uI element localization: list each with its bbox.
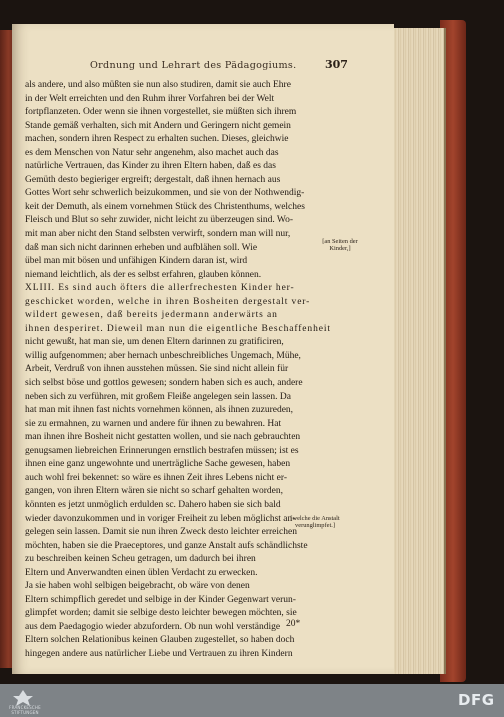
dfg-logo: DFG xyxy=(458,691,495,709)
text-line: man ihnen ihre Bosheit nicht gestatten wollen, und sie nach gebrauchten xyxy=(25,432,301,443)
text-line: Fleisch und Blut so sehr zuwider, nicht leicht zu überzeugen sind. Wo- xyxy=(25,215,294,226)
text-line: Arbeit, Verdruß von ihnen ausstehen müssen. Sie sind nicht allein für xyxy=(25,364,289,375)
running-head: Ordnung und Lehrart des Pädagogiums. xyxy=(90,60,297,71)
text-line: wildert gewesen, daß bereits jedermann anderwärts an xyxy=(25,310,278,321)
text-line: möchten, haben sie die Praeceptores, und ganze Anstalt aufs schändlichste xyxy=(25,540,308,551)
text-line: Eltern schimpflich geredet und selbige in der Kinder Gegenwart verun- xyxy=(25,594,296,605)
text-line: wieder davonzukommen und in voriger Freiheit zu leben möglichst an- xyxy=(25,513,296,524)
text-line: nicht gewußt, hat man sie, um denen Eltern darinnen zu gratificiren, xyxy=(25,337,284,348)
text-line: hat man mit ihnen fast nichts vornehmen können, als ihnen zuzureden, xyxy=(25,405,294,416)
text-line: auch wohl frei bekennet: so wäre es ihnen Zeit ihres Lebens nicht er- xyxy=(25,472,288,483)
text-line: hingegen andere aus natürlicher Liebe und Vertrauen zu ihren Kindern xyxy=(25,648,293,659)
text-line: glimpfet worden; damit sie selbige desto leichter bewegen möchten, sie xyxy=(25,608,297,619)
text-line: machen, sondern ihren Respect zu erhalten suchen. Dieses, gleichwie xyxy=(25,134,289,145)
text-line: Eltern und Anverwandten einen üblen Verdacht zu erwecken. xyxy=(25,567,258,578)
page-number: 307 xyxy=(325,58,348,71)
text-line: sich selbst böse und gottlos gewesen; sondern haben sich es auch, andere xyxy=(25,378,303,389)
text-line: fortpflanzeten. Oder wenn sie ihnen vorgestellet, sie müßten sich ihrem xyxy=(25,107,297,118)
text-line: natürliche Vertrauen, das Kinder zu ihren Eltern haben, daß es das xyxy=(25,161,276,172)
page-edges xyxy=(394,28,446,674)
text-line: Gottes Wort sehr schwerlich beizukommen, und sie von der Nothwendig- xyxy=(25,188,305,199)
text-line: ihnen eine ganz ungewohnte und unerträgliche Sache gewesen, haben xyxy=(25,459,291,470)
text-line: XLIII. Es sind auch öfters die allerfrechesten Kinder her- xyxy=(25,283,295,294)
signature-mark: 20* xyxy=(286,619,301,629)
text-line: Ja sie haben wohl selbigen beigebracht, ob wäre von denen xyxy=(25,581,250,592)
text-line: daß man sich nicht darinnen erheben und aufblähen soll. Wie xyxy=(25,242,258,253)
text-line: keit der Demuth, als einem vornehmen Stück des Christenthums, welches xyxy=(25,201,305,212)
text-line: es dem Menschen von Natur sehr angenehm, also machet auch das xyxy=(25,147,279,158)
text-line: in der Welt erreichten und den Ruhm ihrer Vorfahren bei der Welt xyxy=(25,93,275,104)
text-line: mit man aber nicht den Stand selbsten verwirft, sondern man will nur, xyxy=(25,229,291,240)
margin-note: [an Seiten der Kinder,] xyxy=(322,238,358,253)
text-line: zu beschreiben keinen Scheu getragen, um dadurch bei ihren xyxy=(25,554,256,565)
text-line: ihnen desperiret. Dieweil man nun die eigentliche Beschaffenheit xyxy=(25,323,331,334)
text-line: neben sich zu verführen, mit großem Fleiße angelegen sein lassen. Da xyxy=(25,391,291,402)
viewer-footer-bar xyxy=(0,684,504,717)
text-line: geschicket worden, welche in ihren Bosheiten dergestalt ver- xyxy=(25,296,311,307)
text-line: genugsamen liebreichen Erinnerungen ernstlich bestrafen müssen; ist es xyxy=(25,445,299,456)
text-line: als andere, und also müßten sie nun also studiren, damit sie auch Ehre xyxy=(25,80,291,90)
body-text xyxy=(25,79,345,662)
text-line: Eltern solchen Relationibus keinen Glauben zugestellet, so haben doch xyxy=(25,635,295,646)
margin-note: [welche die Anstalt verunglimpfet.] xyxy=(290,515,340,530)
text-line: niemand leichtlich, als der es selbst erfahren, glauben können. xyxy=(25,269,262,280)
library-name: FRANCKESCHE STIFTUNGEN xyxy=(9,705,41,715)
text-line: willig aufgenommen; aber hernach unbeschreibliches Ungemach, Mühe, xyxy=(25,350,301,361)
text-line: gangen, von ihren Eltern wären sie nicht so scharf gehalten worden, xyxy=(25,486,283,497)
text-line: gelegen sein lassen. Damit sie nun ihren Zweck desto leichter erreichen xyxy=(25,527,297,538)
text-line: könnten es jetzt unmöglich erdulden sc. Dahero haben sie sich bald xyxy=(25,499,281,510)
text-line: Gemüth desto begieriger ergreift; dergestalt, daß ihnen hernach aus xyxy=(25,174,281,185)
text-line: Stande gemäß verhalten, sich mit Andern und Geringern nicht gemein xyxy=(25,120,291,131)
text-line: übel man mit bösen und unfähigen Kindern daran ist, wird xyxy=(25,256,248,267)
text-line: aus dem Paedagogio wieder abzufordern. Ob nun wohl verständige xyxy=(25,621,281,632)
text-line: sie zu ermahnen, zu warnen und andere für ihnen zu bewahren. Hat xyxy=(25,418,282,429)
